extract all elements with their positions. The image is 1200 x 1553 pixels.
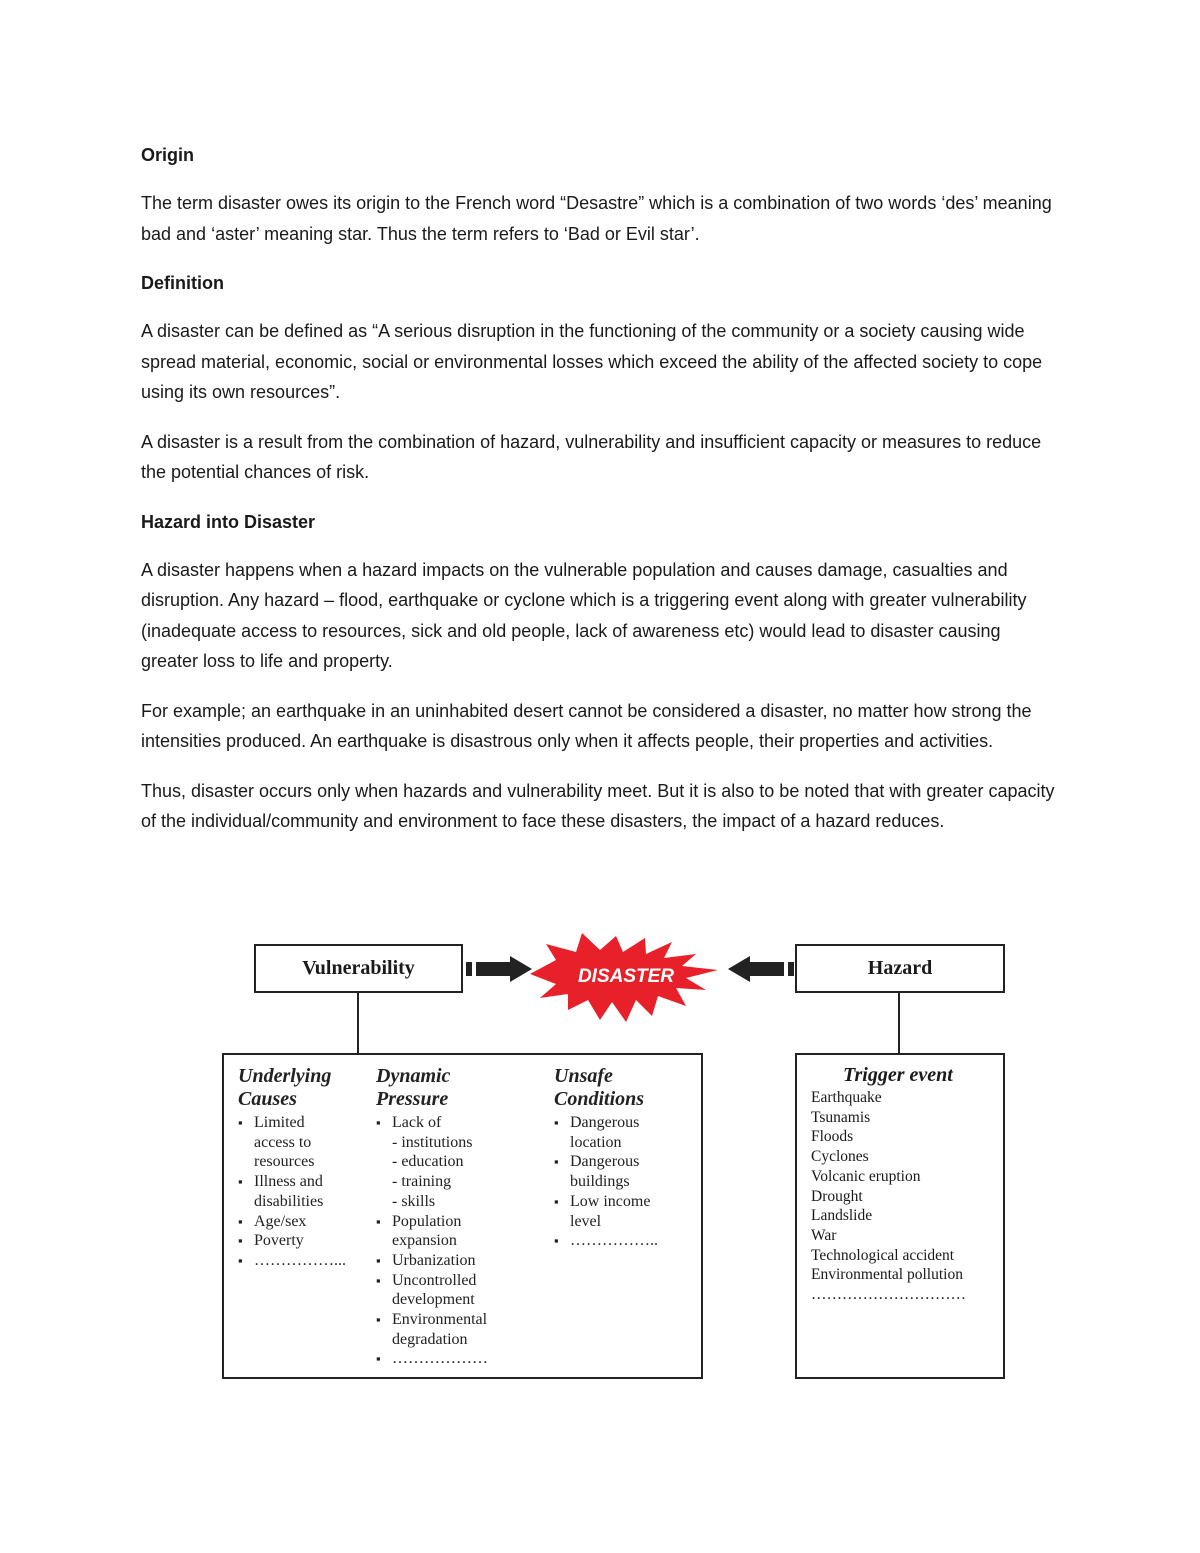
trigger-item: ………………………… (811, 1286, 966, 1304)
hazard-connector (898, 992, 900, 1054)
list-item: ▪ Population (376, 1212, 488, 1232)
section-heading: Origin (141, 145, 194, 165)
column-title (238, 1065, 346, 1111)
column-dynamic-pressure (376, 1065, 488, 1369)
list-item: ▪ Uncontrolled (376, 1271, 488, 1291)
list-item: - education (392, 1153, 464, 1171)
list-item: - skills (392, 1192, 436, 1210)
column-title-line: Causes (238, 1088, 297, 1110)
list-item: - institutions (392, 1133, 473, 1151)
vulnerability-detail-box (222, 1053, 703, 1379)
column-title (376, 1065, 488, 1111)
list-item: - training (392, 1173, 452, 1191)
list-item: ▪ ……………… (376, 1349, 488, 1369)
column-title-line: Unsafe (554, 1065, 613, 1087)
list-item: location (570, 1133, 622, 1151)
arrow-right-icon (466, 956, 532, 982)
trigger-title: Trigger event (843, 1064, 953, 1086)
vulnerability-box (254, 944, 463, 993)
trigger-item: Volcanic eruption (811, 1167, 921, 1185)
list-item: ▪ Illness and (238, 1172, 346, 1192)
list-item: ▪ ……………... (238, 1251, 346, 1271)
list-item: buildings (570, 1173, 630, 1191)
trigger-item: Environmental pollution (811, 1266, 963, 1284)
paragraph: The term disaster owes its origin to the French word “Desastre” which is a combination of two words ‘des’ meaning bad and ‘aster’ meaning star. Thus the term refers to ‘Bad or Evil star’. (141, 193, 1052, 244)
column-unsafe-conditions (554, 1065, 658, 1251)
trigger-detail-box (795, 1053, 1005, 1379)
trigger-list (811, 1088, 966, 1305)
column-list (376, 1113, 488, 1369)
list-item: resources (254, 1153, 315, 1171)
trigger-item: Earthquake (811, 1089, 882, 1106)
list-item: ▪ Environmental (376, 1310, 488, 1330)
list-item: development (392, 1291, 475, 1309)
paragraph: A disaster can be defined as “A serious disruption in the functioning of the community or a society causing wide spread material, economic, social or environmental losses which exceed the ability of the affected society to cope using its own resources”. (141, 321, 1043, 402)
trigger-item: Cyclones (811, 1148, 869, 1166)
column-title-line: Underlying (238, 1065, 332, 1087)
list-item: ▪ Poverty (238, 1231, 346, 1251)
column-title-line: Dynamic (376, 1065, 451, 1087)
trigger-item: Tsunamis (811, 1108, 871, 1126)
list-item: ▪ Age/sex (238, 1212, 346, 1232)
list-item: level (570, 1212, 602, 1230)
list-item: degradation (392, 1330, 468, 1348)
list-item: ▪ Limited (238, 1113, 346, 1133)
hazard-box (795, 944, 1005, 993)
disaster-burst-graphic (460, 930, 800, 1030)
vulnerability-connector (357, 992, 359, 1054)
section-heading: Hazard into Disaster (141, 511, 316, 532)
trigger-item: War (811, 1226, 837, 1244)
paragraph: A disaster is a result from the combination of hazard, vulnerability and insufficient capacity or measures to reduce the potential chances of risk. (141, 431, 1042, 482)
paragraph: For example; an earthquake in an uninhabited desert cannot be considered a disaster, no matter how strong the intensities produced. An earthquake is disastrous only when it affects people, their properties and activities. (141, 700, 1032, 751)
list-item: ▪ Dangerous (554, 1113, 658, 1133)
paragraph: A disaster happens when a hazard impacts on the vulnerable population and causes damage, casualties and disruption. Any hazard – flood, earthquake or cyclone which is a triggering event along with greater vulnerability (inadequate access to resources, sick and old people, lack of awareness etc) would lead to disaster causing greater loss to life and property. (141, 559, 1027, 671)
column-title (554, 1065, 658, 1111)
trigger-item: Landslide (811, 1207, 873, 1225)
list-item: ▪ Lack of (376, 1113, 488, 1133)
list-item: disabilities (254, 1192, 324, 1210)
document-body (141, 140, 1061, 856)
column-title-line: Pressure (376, 1088, 449, 1110)
list-item: ▪ Low income (554, 1192, 658, 1212)
hazard-label: Hazard (867, 957, 933, 979)
list-item: ▪ …………….. (554, 1231, 658, 1251)
vulnerability-label: Vulnerability (302, 957, 415, 979)
trigger-item: Floods (811, 1128, 854, 1146)
arrow-left-icon (728, 956, 794, 982)
column-list (554, 1113, 658, 1251)
disaster-label: DISASTER (577, 966, 675, 987)
column-title-line: Conditions (554, 1088, 645, 1110)
column-list (238, 1113, 346, 1271)
trigger-item: Technological accident (811, 1246, 955, 1264)
paragraph: Thus, disaster occurs only when hazards and vulnerability meet. But it is also to be noted that with greater capacity of the individual/community and environment to face these disasters, the impact of a hazard reduces. (141, 780, 1055, 831)
section-heading: Definition (141, 273, 224, 293)
list-item: expansion (392, 1232, 457, 1250)
column-underlying-causes (238, 1065, 346, 1271)
list-item: ▪ Urbanization (376, 1251, 488, 1271)
list-item: access to (254, 1133, 312, 1151)
trigger-item: Drought (811, 1187, 863, 1205)
list-item: ▪ Dangerous (554, 1152, 658, 1172)
